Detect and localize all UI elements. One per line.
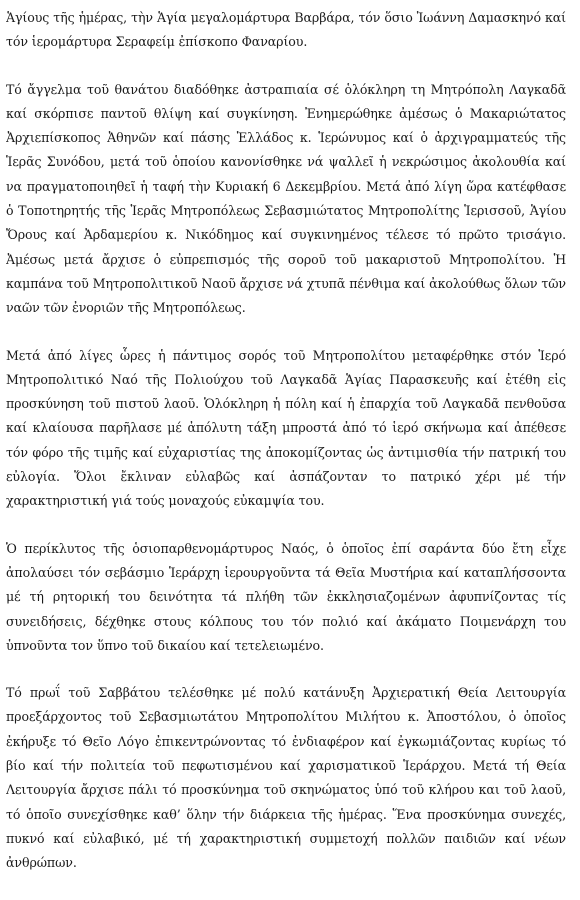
paragraph-4: Ὁ περίκλυτος τῆς ὁσιοπαρθενομάρτυρος Ναός, ὁ ὁποῖος ἐπί σαράντα δύο ἔτη εἶχε ἀπολαύσει τόν σεβάσμιο Ἱεράρχη ἱερουργοῦντα τά Θεῖα Μυστήρια καί καταπλήσσοντα μέ τή ρητορική του δεινότητα τά πλήθη τῶν ἐκκλησιαζομένων ἀφυπνίζοντας τίς συνειδήσεις, δέχθηκε στους κόλπους του τόν πολιό καί ἀκάματο Ποιμενάρχη του ὑπνοῦντα τον ὕπνο τοῦ δικαίου καί τετελειωμένο. (6, 540, 566, 653)
paragraph-1: Ἁγίους τῆς ἡμέρας, τὴν Ἁγία μεγαλομάρτυρα Βαρβάρα, τόν ὅσιο Ἰωάννη Δαμασκηνό καί τόν ἱερομάρτυρα Σεραφείμ ἐπίσκοπο Φαναρίου. (6, 10, 566, 50)
paragraph-2: Τό ἄγγελμα τοῦ θανάτου διαδόθηκε ἀστραπιαία σέ ὁλόκληρη τη Μητρόπολη Λαγκαδᾶ καί σκόρπισε παντοῦ θλίψη καί συγκίνηση. Ἐνημερώθηκε ἀμέσως ὁ Μακαριώτατος Ἀρχιεπίσκοπος Ἀθηνῶν καί πάσης Ἑλλάδος κ. Ἱερώνυμος καί ὁ ἀρχιγραμματεύς τῆς Ἱερᾶς Συνόδου, μετά τοῦ ὁποίου κανονίσθηκε νά ψαλλεῖ ἡ νεκρώσιμος ἀκολουθία καί να πραγματοποιηθεῖ ἡ ταφή τὴν Κυριακή 6 Δεκεμβρίου. Μετά ἀπό λίγη ὥρα κατέφθασε ὁ Τοποτηρητής τῆς Ἱερᾶς Μητροπόλεως Σεβασμιώτατος Μητροπολίτης Ἱερισσοῦ, Ἁγίου Ὄρους καί Ἀρδαμερίου κ. Νικόδημος καί συγκινημένος τέλεσε τό πρῶτο τρισάγιο. Ἀμέσως μετά ἄρχισε ὁ εὐπρεπισμός τῆς σοροῦ τοῦ μακαριστοῦ Μητροπολίτου. Ἡ καμπάνα τοῦ Μητροπολιτικοῦ Ναοῦ ἄρχισε νά χτυπᾶ πένθιμα καί ἀκολούθως ὅλων τῶν ναῶν τῶν ἐνοριῶν τῆς Μητροπόλεως. (6, 81, 566, 316)
document-page (6, 6, 566, 894)
paragraph-5: Τό πρωΐ τοῦ Σαββάτου τελέσθηκε μέ πολύ κατάνυξη Ἀρχιερατική Θεία Λειτουργία προεξάρχοντος τοῦ Σεβασμιωτάτου Μητροπολίτου Μιλήτου κ. Ἀποστόλου, ὁ ὁποῖος ἐκήρυξε τό Θεῖο Λόγο ἐπικεντρώνοντας τό ἐνδιαφέρον καί ἐγκωμιάζοντας κυρίως τό βίο καί τήν πολιτεία τοῦ πεφωτισμένου καί χαρισματικοῦ Ἱεράρχου. Μετά τή Θεία Λειτουργία ἄρχισε πάλι τό προσκύνημα τοῦ σκηνώματος ὑπό τοῦ κλήρου και τοῦ λαοῦ, τό ὁποῖο συνεχίσθηκε καθ’ ὅλην τήν διάρκεια τῆς ἡμέρας. Ἕνα προσκύνημα συνεχές, πυκνό καί εὐλαβικό, μέ τή χαρακτηριστική συμμετοχή πολλῶν παιδιῶν καί νέων ἀνθρώπων. (6, 685, 566, 871)
paragraph-3: Μετά ἀπό λίγες ὧρες ἡ πάντιμος σορός τοῦ Μητροπολίτου μεταφέρθηκε στόν Ἱερό Μητροπολιτικό Ναό τῆς Πολιούχου τοῦ Λαγκαδᾶ Ἁγίας Παρασκευῆς καί ἐτέθη εἰς προσκύνηση τοῦ πιστοῦ λαοῦ. Ὁλόκληρη ἡ πόλη καί ἡ ἐπαρχία τοῦ Λαγκαδᾶ πενθοῦσα καί κλαίουσα παρῆλασε μέ ἀπόλυτη τάξη μπροστά ἀπό τό ἱερό σκήνωμα καί ἀπέθεσε τόν φόρο τῆς τιμῆς καί εὐχαριστίας της ἀποκομίζοντας ὡς ἀντιμισθία τήν πατρική του εὐλογία. Ὅλοι ἔκλιναν εὐλαβῶς καί ἀσπάζονταν το πατρικό χέρι μέ τήν χαρακτηριστική γιά τούς μοναχούς εὐκαμψία του. (6, 347, 566, 509)
